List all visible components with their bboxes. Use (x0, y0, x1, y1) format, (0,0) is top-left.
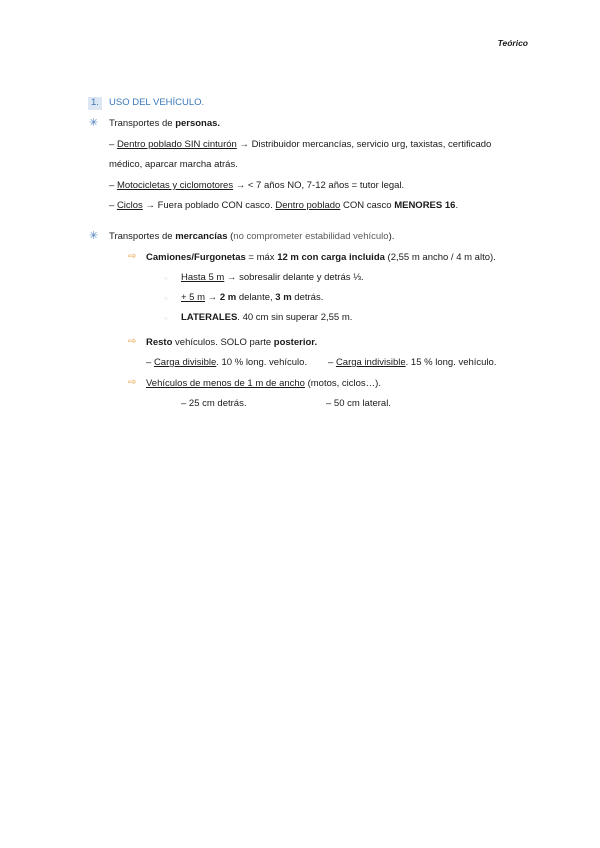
carga-divisible-text: . 10 % long. vehículo. (216, 357, 308, 368)
personas-l3-underline: Motocicletas y ciclomotores (116, 180, 234, 191)
mercancias-intro-paren: ( (227, 231, 234, 242)
dash: – (328, 357, 336, 368)
personas-l1-text: → Distribuidor mercancías, servicio urg, taxistas, certificado (236, 139, 492, 150)
mas-line (181, 292, 323, 304)
camiones-bullet (128, 251, 136, 263)
resto-bullet (128, 336, 136, 348)
camiones-line (146, 252, 496, 264)
resto-line (146, 337, 317, 349)
mercancias-bullet (89, 230, 98, 243)
arrow-right-icon: ⇨ (128, 251, 137, 262)
camiones-bold: Camiones/Furgonetas (146, 252, 246, 263)
mercancias-intro-bold: mercancías (175, 231, 228, 242)
dash: – (109, 200, 117, 211)
laterales-bullet (164, 312, 168, 325)
dash: – (109, 139, 117, 150)
resto-text: vehículos. SOLO parte (172, 337, 274, 348)
mercancias-intro-text: Transportes de (109, 231, 176, 242)
vehiculos-bullet (128, 377, 136, 389)
mas-bold-1: 2 m (219, 292, 237, 303)
arrow-right-icon: ⇨ (128, 377, 137, 388)
asterisk-icon: ✳ (89, 117, 99, 129)
personas-bullet (89, 117, 98, 130)
hasta-line (181, 272, 364, 284)
carga-indivisible (328, 357, 496, 369)
personas-line-1 (109, 139, 523, 151)
resto-bold-2: posterior. (273, 337, 318, 348)
section-title: USO DEL VEHÍCULO. (109, 97, 205, 108)
circle-bullet-icon: ○ (164, 276, 168, 282)
camiones-end: (2,55 m ancho / 4 m alto). (384, 252, 496, 263)
dash: – (109, 180, 117, 191)
carga-divisible (146, 357, 307, 369)
vehiculos-text: (motos, ciclos…). (304, 378, 381, 389)
camiones-bold-2: 12 m con carga incluida (277, 252, 385, 263)
mercancias-intro (109, 231, 394, 243)
dash: – (146, 357, 154, 368)
personas-intro-text: Transportes de (109, 118, 176, 129)
laterales-line (181, 312, 352, 324)
mas-bold-2: 3 m (275, 292, 292, 303)
vehiculos-line (146, 378, 381, 390)
laterales-text: . 40 cm sin superar 2,55 m. (237, 312, 353, 323)
personas-l3-text: → < 7 años NO, 7-12 años = tutor legal. (233, 180, 405, 191)
personas-l4-end: . (455, 200, 459, 211)
vehiculos-underline: Vehículos de menos de 1 m de ancho (146, 378, 305, 389)
carga-indivisible-underline: Carga indivisible (335, 357, 406, 368)
detras-line: – 25 cm detrás. (181, 398, 247, 409)
personas-line-3 (109, 180, 404, 192)
section-number: 1. (91, 97, 99, 108)
mas-bullet (164, 292, 168, 305)
mercancias-intro-grey: no comprometer estabilidad vehículo (233, 231, 389, 242)
camiones-text: = máx (245, 252, 278, 263)
personas-l4-underline-2: Dentro poblado (275, 200, 341, 211)
personas-l1-underline: Dentro poblado SIN cinturón (116, 139, 237, 150)
personas-line-2: médico, aparcar marcha atrás. (109, 159, 238, 170)
personas-l4-text-1: → Fuera poblado CON casco. (142, 200, 276, 211)
hasta-bullet (164, 272, 168, 285)
lateral-line: – 50 cm lateral. (326, 398, 391, 409)
asterisk-icon: ✳ (89, 230, 99, 242)
carga-indivisible-text: . 15 % long. vehículo. (405, 357, 497, 368)
personas-intro (109, 118, 220, 130)
hasta-text: → sobresalir delante y detrás ⅓. (224, 272, 364, 283)
personas-l4-text-2: CON casco (340, 200, 395, 211)
mas-underline: + 5 m (181, 292, 206, 303)
circle-bullet-icon: ○ (164, 296, 168, 302)
circle-bullet-icon: ○ (164, 316, 168, 322)
mas-text: → (205, 292, 220, 303)
personas-intro-bold: personas. (175, 118, 221, 129)
mas-end: detrás. (291, 292, 324, 303)
mercancias-intro-end: ). (388, 231, 395, 242)
personas-line-4 (109, 200, 458, 212)
personas-l4-underline-1: Ciclos (116, 200, 143, 211)
hasta-underline: Hasta 5 m (181, 272, 225, 283)
personas-l4-bold: MENORES 16 (394, 200, 456, 211)
carga-divisible-underline: Carga divisible (153, 357, 217, 368)
arrow-right-icon: ⇨ (128, 336, 137, 347)
resto-bold: Resto (146, 337, 173, 348)
header-title: Teórico (497, 38, 528, 48)
mas-text-2: delante, (236, 292, 276, 303)
laterales-bold: LATERALES (181, 312, 238, 323)
